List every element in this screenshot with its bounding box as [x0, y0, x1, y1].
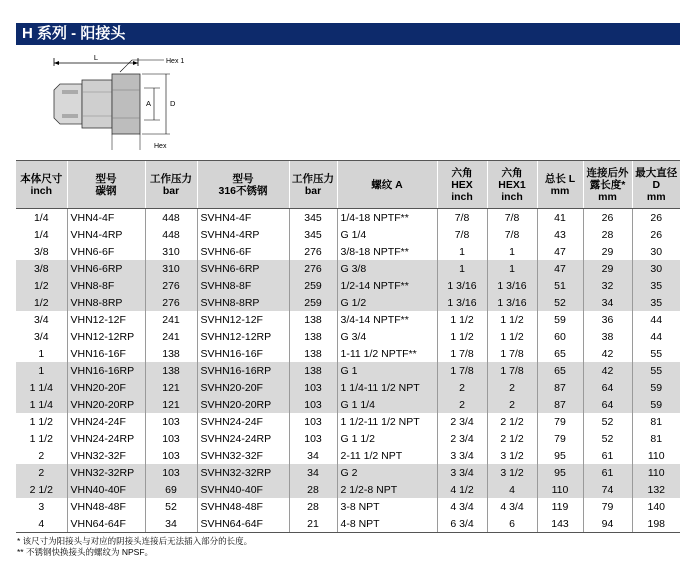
table-cell: 1 1/2: [437, 311, 487, 328]
column-header-line: mm: [550, 184, 570, 197]
table-cell: VHN12-12RP: [67, 328, 145, 345]
table-cell: 198: [632, 515, 680, 533]
table-cell: 110: [537, 481, 583, 498]
table-cell: 1 1/4: [16, 379, 67, 396]
table-cell: 259: [289, 277, 337, 294]
table-cell: VHN32-32RP: [67, 464, 145, 481]
table-cell: 121: [145, 379, 197, 396]
table-cell: 138: [289, 345, 337, 362]
column-header-line: HEX1: [498, 178, 526, 191]
table-cell: 138: [289, 328, 337, 345]
table-cell: 36: [583, 311, 632, 328]
column-header: [67, 161, 145, 209]
column-header-line: HEX: [451, 178, 473, 191]
table-cell: 34: [583, 294, 632, 311]
table-header-row: [16, 161, 680, 209]
table-row: [16, 464, 680, 481]
column-header: [337, 161, 437, 209]
table-row: [16, 447, 680, 464]
table-cell: 61: [583, 447, 632, 464]
table-cell: VHN6-6F: [67, 243, 145, 260]
table-cell: 3 3/4: [437, 464, 487, 481]
table-cell: 26: [632, 209, 680, 227]
hex1-label: Hex 1: [166, 58, 185, 65]
table-cell: 55: [632, 362, 680, 379]
table-cell: 2 3/4: [437, 413, 487, 430]
table-cell: VHN12-12F: [67, 311, 145, 328]
table-cell: 7/8: [487, 209, 537, 227]
table-cell: 1 3/16: [487, 277, 537, 294]
column-header: [145, 161, 197, 209]
table-cell: 28: [289, 481, 337, 498]
table-cell: SVHN32-32RP: [197, 464, 289, 481]
table-cell: VHN6-6RP: [67, 260, 145, 277]
table-cell: 1-11 1/2 NPTF**: [337, 345, 437, 362]
table-cell: SVHN4-4RP: [197, 226, 289, 243]
table-row: [16, 311, 680, 328]
table-cell: SVHN24-24RP: [197, 430, 289, 447]
table-cell: 276: [289, 260, 337, 277]
table-cell: 2: [437, 379, 487, 396]
column-header-line: 型号: [232, 172, 254, 185]
table-cell: 241: [145, 328, 197, 345]
table-row: [16, 379, 680, 396]
table-cell: 143: [537, 515, 583, 533]
dim-a-label: A: [146, 99, 152, 108]
table-cell: 448: [145, 209, 197, 227]
table-cell: 3/8-18 NPTF**: [337, 243, 437, 260]
table-cell: G 1 1/4: [337, 396, 437, 413]
table-cell: 1 1/4: [16, 396, 67, 413]
table-cell: 4-8 NPT: [337, 515, 437, 533]
column-header-line: 本体尺寸: [20, 172, 63, 185]
table-cell: 140: [632, 498, 680, 515]
table-cell: 52: [583, 413, 632, 430]
table-cell: 74: [583, 481, 632, 498]
table-row: [16, 277, 680, 294]
column-header: [16, 161, 67, 209]
table-cell: 59: [632, 396, 680, 413]
column-header-line: 工作压力: [292, 172, 334, 185]
table-cell: 79: [583, 498, 632, 515]
table-cell: 52: [583, 430, 632, 447]
table-cell: 1/2: [16, 294, 67, 311]
table-cell: 7/8: [487, 226, 537, 243]
table-cell: 2 1/2: [487, 430, 537, 447]
table-cell: 79: [537, 413, 583, 430]
table-cell: 29: [583, 260, 632, 277]
table-cell: 103: [289, 379, 337, 396]
table-cell: 29: [583, 243, 632, 260]
table-cell: 103: [145, 447, 197, 464]
column-header-line: 总长 L: [544, 172, 576, 185]
column-header-line: mm: [646, 190, 666, 203]
table-cell: 138: [145, 345, 197, 362]
table-row: [16, 226, 680, 243]
table-cell: G 1: [337, 362, 437, 379]
table-cell: 1 3/16: [487, 294, 537, 311]
column-header-line: 螺纹 A: [371, 178, 403, 191]
table-cell: 6 3/4: [437, 515, 487, 533]
table-cell: SVHN64-64F: [197, 515, 289, 533]
table-cell: 43: [537, 226, 583, 243]
table-cell: 276: [145, 277, 197, 294]
column-header-line: 露长度*: [589, 178, 626, 191]
table-cell: 1/4-18 NPTF**: [337, 209, 437, 227]
footnote-overhang: * 该尺寸为阳接头与对应的阴接头连接后无法插入部分的长度。: [17, 536, 253, 546]
table-cell: 138: [145, 362, 197, 379]
table-cell: 1: [487, 243, 537, 260]
table-cell: VHN48-48F: [67, 498, 145, 515]
table-cell: 87: [537, 379, 583, 396]
table-cell: 2: [487, 396, 537, 413]
table-cell: 7/8: [437, 209, 487, 227]
table-cell: 1 1/4-11 1/2 NPT: [337, 379, 437, 396]
table-cell: 3/4-14 NPTF**: [337, 311, 437, 328]
column-header-line: inch: [501, 190, 523, 203]
table-cell: 1/4: [33, 211, 49, 224]
table-cell: 276: [289, 243, 337, 260]
table-cell: 1 1/2-11 1/2 NPT: [337, 413, 437, 430]
table-cell: 21: [289, 515, 337, 533]
table-cell: 103: [145, 413, 197, 430]
table-cell: 44: [632, 311, 680, 328]
table-cell: 7/8: [437, 226, 487, 243]
table-cell: 32: [583, 277, 632, 294]
table-cell: 4: [16, 515, 67, 533]
table-cell: 4: [487, 481, 537, 498]
table-row: [16, 481, 680, 498]
table-cell: SVHN20-20F: [197, 379, 289, 396]
table-cell: 44: [632, 328, 680, 345]
table-cell: SVHN12-12F: [197, 311, 289, 328]
table-cell: 47: [537, 243, 583, 260]
table-cell: VHN4-4F: [67, 209, 145, 227]
column-header-line: 316不锈钢: [218, 184, 268, 197]
table-cell: VHN24-24RP: [67, 430, 145, 447]
table-cell: G 3/4: [337, 328, 437, 345]
table-cell: 1 7/8: [437, 345, 487, 362]
table-cell: 41: [537, 209, 583, 227]
column-header-line: bar: [162, 184, 180, 197]
table-cell: 65: [537, 362, 583, 379]
table-cell: 1 7/8: [487, 362, 537, 379]
table-cell: SVHN20-20RP: [197, 396, 289, 413]
table-row: [16, 294, 680, 311]
table-cell: 1/2-14 NPTF**: [337, 277, 437, 294]
column-header-line: 型号: [95, 172, 117, 185]
column-header-line: 六角: [501, 166, 523, 179]
column-header-line: 碳钢: [95, 184, 117, 197]
dim-d-label: D: [170, 99, 176, 108]
table-cell: 26: [583, 209, 632, 227]
table-cell: VHN32-32F: [67, 447, 145, 464]
column-header-line: 工作压力: [150, 172, 192, 185]
table-cell: 87: [537, 396, 583, 413]
table-cell: 61: [583, 464, 632, 481]
table-cell: 4 3/4: [487, 498, 537, 515]
table-cell: 241: [145, 311, 197, 328]
column-header: [537, 161, 583, 209]
table-cell: 94: [583, 515, 632, 533]
table-cell: SVHN16-16F: [197, 345, 289, 362]
table-cell: 3/8: [16, 260, 67, 277]
table-cell: VHN16-16RP: [67, 362, 145, 379]
table-cell: 132: [632, 481, 680, 498]
table-cell: 1 7/8: [437, 362, 487, 379]
table-cell: 2 1/2-8 NPT: [337, 481, 437, 498]
table-cell: G 3/8: [337, 260, 437, 277]
table-cell: 345: [289, 209, 337, 227]
column-header: [197, 161, 289, 209]
table-cell: 35: [632, 294, 680, 311]
table-cell: G 1 1/2: [337, 430, 437, 447]
table-cell: 64: [583, 396, 632, 413]
column-header-line: bar: [304, 184, 322, 197]
table-row: [16, 413, 680, 430]
table-cell: 47: [537, 260, 583, 277]
table-cell: SVHN48-48F: [197, 498, 289, 515]
table-cell: VHN16-16F: [67, 345, 145, 362]
table-cell: 34: [145, 515, 197, 533]
table-cell: 103: [289, 396, 337, 413]
table-cell: 28: [289, 498, 337, 515]
table-cell: 95: [537, 447, 583, 464]
table-row: [16, 396, 680, 413]
footnote-thread: ** 不锈钢快换接头的螺纹为 NPSF。: [17, 547, 154, 557]
table-cell: 26: [632, 226, 680, 243]
table-cell: 1: [437, 260, 487, 277]
table-cell: SVHN4-4F: [197, 209, 289, 227]
table-cell: 3: [38, 500, 45, 513]
table-cell: 103: [289, 430, 337, 447]
table-cell: G 1/2: [337, 294, 437, 311]
table-cell: SVHN32-32F: [197, 447, 289, 464]
table-cell: 81: [632, 413, 680, 430]
table-cell: 65: [537, 345, 583, 362]
table-cell: 138: [289, 311, 337, 328]
table-cell: 1 1/2: [29, 415, 53, 428]
table-cell: 2 3/4: [437, 430, 487, 447]
table-cell: VHN64-64F: [67, 515, 145, 533]
table-cell: 79: [537, 430, 583, 447]
table-cell: 121: [145, 396, 197, 413]
table-cell: SVHN6-6F: [197, 243, 289, 260]
table-cell: 1/2: [16, 277, 67, 294]
table-cell: SVHN40-40F: [197, 481, 289, 498]
table-cell: 3/4: [33, 313, 49, 326]
column-header-line: 六角: [451, 166, 473, 179]
column-header: [632, 161, 680, 209]
table-cell: 1 1/2: [29, 432, 53, 445]
column-header-line: mm: [598, 190, 617, 203]
table-row: [16, 515, 680, 533]
column-header-line: D: [652, 178, 661, 191]
table-cell: 1: [16, 362, 67, 379]
table-cell: 110: [632, 447, 680, 464]
column-header: [437, 161, 487, 209]
table-cell: SVHN12-12RP: [197, 328, 289, 345]
footnotes: [17, 536, 252, 558]
dim-l-label: L: [93, 53, 99, 62]
table-cell: 35: [632, 277, 680, 294]
table-cell: 345: [289, 226, 337, 243]
table-cell: SVHN6-6RP: [197, 260, 289, 277]
table-cell: 2 1/2: [16, 481, 67, 498]
table-cell: 30: [632, 260, 680, 277]
table-cell: 69: [145, 481, 197, 498]
table-cell: 59: [537, 311, 583, 328]
table-cell: 52: [537, 294, 583, 311]
table-cell: 1: [487, 260, 537, 277]
column-header-line: inch: [451, 190, 473, 203]
table-cell: 3 1/2: [487, 447, 537, 464]
table-cell: SVHN8-8RP: [197, 294, 289, 311]
table-cell: 6: [487, 515, 537, 533]
table-cell: 1: [38, 347, 45, 360]
table-cell: 119: [537, 498, 583, 515]
table-row: [16, 260, 680, 277]
table-cell: 276: [145, 294, 197, 311]
table-cell: 55: [632, 345, 680, 362]
table-cell: VHN8-8F: [67, 277, 145, 294]
column-header: [583, 161, 632, 209]
table-row: [16, 430, 680, 447]
table-cell: 60: [537, 328, 583, 345]
hex-label: Hex: [154, 143, 167, 150]
table-cell: 34: [289, 464, 337, 481]
table-cell: 1 3/16: [437, 277, 487, 294]
table-cell: 3 1/2: [487, 464, 537, 481]
table-row: [16, 209, 680, 227]
spec-table: [16, 160, 680, 533]
table-cell: 1: [437, 243, 487, 260]
table-cell: VHN20-20RP: [67, 396, 145, 413]
table-row: [16, 328, 680, 345]
table-cell: VHN40-40F: [67, 481, 145, 498]
table-cell: 448: [145, 226, 197, 243]
table-cell: G 1/4: [337, 226, 437, 243]
table-cell: VHN20-20F: [67, 379, 145, 396]
table-cell: 310: [145, 243, 197, 260]
table-cell: 30: [632, 243, 680, 260]
male-coupler-diagram: [20, 50, 240, 160]
column-header: [289, 161, 337, 209]
table-cell: 64: [583, 379, 632, 396]
table-cell: 3-8 NPT: [337, 498, 437, 515]
table-cell: 38: [583, 328, 632, 345]
table-row: [16, 345, 680, 362]
table-cell: 2-11 1/2 NPT: [337, 447, 437, 464]
table-cell: 59: [632, 379, 680, 396]
table-cell: SVHN16-16RP: [197, 362, 289, 379]
table-cell: 2: [437, 396, 487, 413]
column-header-line: inch: [30, 184, 53, 197]
table-cell: 3 3/4: [437, 447, 487, 464]
table-body: [16, 209, 680, 533]
table-cell: 3/8: [33, 245, 49, 258]
table-cell: 110: [632, 464, 680, 481]
table-cell: 95: [537, 464, 583, 481]
table-cell: 138: [289, 362, 337, 379]
table-cell: 28: [583, 226, 632, 243]
table-cell: 103: [145, 464, 197, 481]
table-cell: 103: [289, 413, 337, 430]
column-header: [487, 161, 537, 209]
table-cell: VHN4-4RP: [67, 226, 145, 243]
table-cell: 2: [38, 449, 45, 462]
table-cell: 1 3/16: [437, 294, 487, 311]
table-cell: 42: [583, 345, 632, 362]
table-row: [16, 362, 680, 379]
table-cell: 2 1/2: [487, 413, 537, 430]
table-cell: SVHN24-24F: [197, 413, 289, 430]
table-cell: 3/4: [33, 330, 49, 343]
table-cell: 1 7/8: [487, 345, 537, 362]
column-header-line: 连接后外: [586, 166, 629, 179]
table-cell: VHN24-24F: [67, 413, 145, 430]
table-cell: 2: [487, 379, 537, 396]
table-cell: 103: [145, 430, 197, 447]
table-cell: 1 1/2: [437, 328, 487, 345]
table-row: [16, 498, 680, 515]
column-header-line: 最大直径: [635, 166, 678, 179]
table-cell: 4 3/4: [437, 498, 487, 515]
table-cell: 42: [583, 362, 632, 379]
table-cell: VHN8-8RP: [67, 294, 145, 311]
table-cell: 52: [145, 498, 197, 515]
table-cell: 1 1/2: [487, 311, 537, 328]
table-cell: 2: [16, 464, 67, 481]
table-cell: 1 1/2: [487, 328, 537, 345]
table-cell: 310: [145, 260, 197, 277]
table-cell: 81: [632, 430, 680, 447]
table-cell: 51: [537, 277, 583, 294]
table-row: [16, 243, 680, 260]
section-title: H 系列 - 阳接头: [16, 23, 680, 45]
table-cell: 4 1/2: [437, 481, 487, 498]
table-cell: 259: [289, 294, 337, 311]
table-cell: G 2: [337, 464, 437, 481]
table-cell: SVHN8-8F: [197, 277, 289, 294]
table-cell: 34: [289, 447, 337, 464]
table-cell: 1/4: [33, 228, 49, 241]
